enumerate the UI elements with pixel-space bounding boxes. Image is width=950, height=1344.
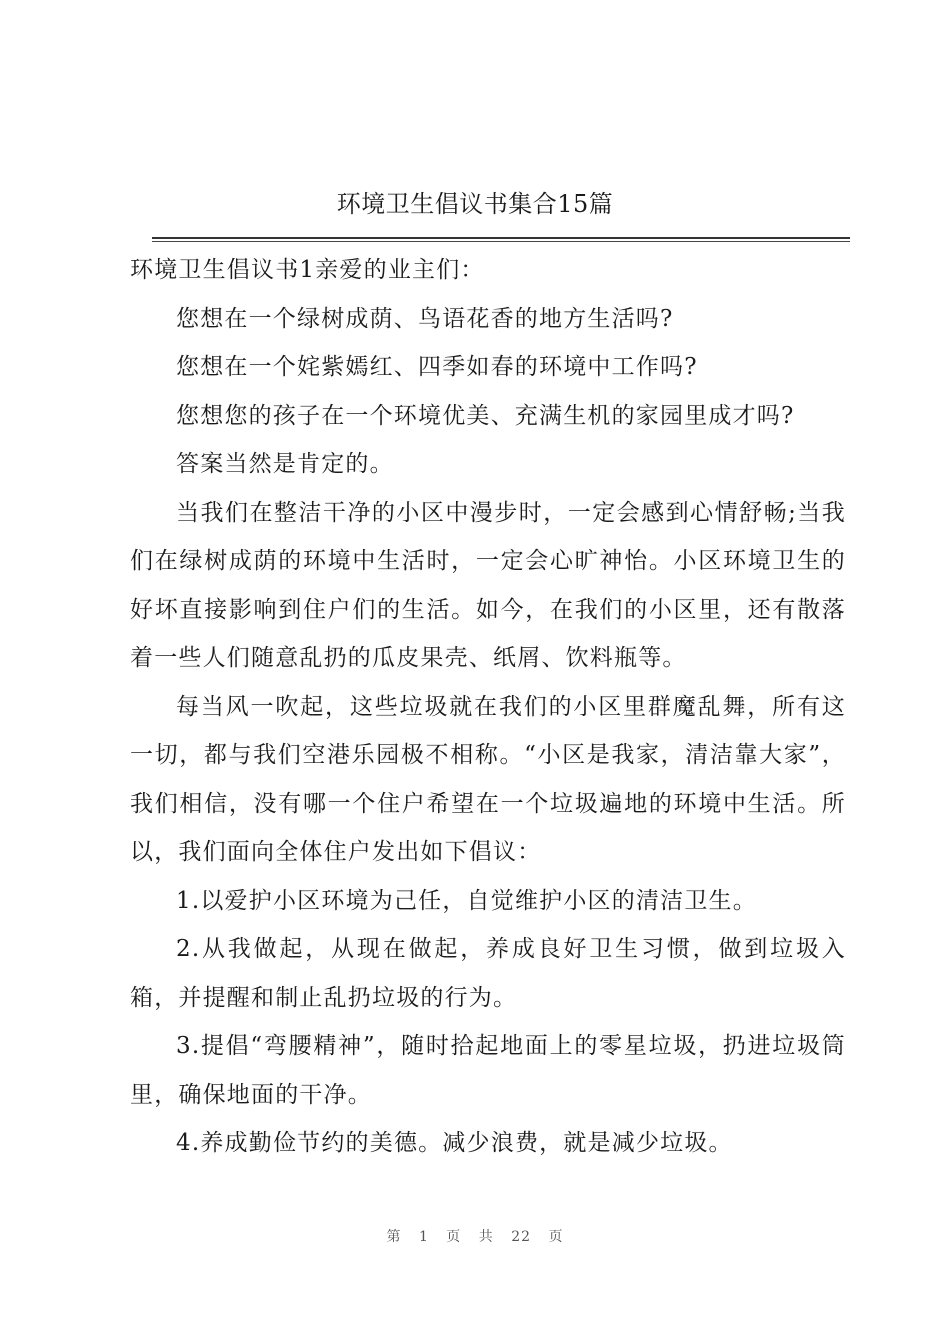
list-item-4: 4.养成勤俭节约的美德。减少浪费，就是减少垃圾。 bbox=[176, 1130, 733, 1156]
page-footer: 第 1 页 共 22 页 bbox=[386, 1229, 564, 1245]
body-paragraph: 每当风一吹起，这些垃圾就在我们的小区里群魔乱舞，所有这一切，都与我们空港乐园极不相称。“小区是我家，清洁靠大家”，我们相信，没有哪一个住户希望在一个垃圾遍地的环境中生活。所以，我们面向全体住户发出如下倡议： bbox=[130, 693, 846, 865]
body-paragraph: 答案当然是肯定的。 bbox=[176, 451, 394, 477]
title-rule-thick bbox=[152, 237, 850, 239]
body-paragraph: 您想在一个姹紫嫣红、四季如春的环境中工作吗? bbox=[176, 354, 698, 380]
body-paragraph: 当我们在整洁干净的小区中漫步时，一定会感到心情舒畅;当我们在绿树成荫的环境中生活时，一定会心旷神怡。小区环境卫生的好坏直接影响到住户们的生活。如今，在我们的小区里，还有散落着一些人们随意乱扔的瓜皮果壳、纸屑、饮料瓶等。 bbox=[130, 499, 846, 671]
list-item-2: 2.从我做起，从现在做起，养成良好卫生习惯，做到垃圾入箱，并提醒和制止乱扔垃圾的行为。 bbox=[130, 936, 846, 1011]
list-item-3: 3.提倡“弯腰精神”，随时拾起地面上的零星垃圾，扔进垃圾筒里，确保地面的干净。 bbox=[130, 1033, 846, 1108]
body-paragraph: 您想在一个绿树成荫、鸟语花香的地方生活吗? bbox=[176, 305, 674, 332]
list-item-1: 1.以爱护小区环境为己任，自觉维护小区的清洁卫生。 bbox=[176, 887, 757, 914]
title-rule-thin bbox=[152, 241, 850, 242]
salutation-paragraph: 环境卫生倡议书1亲爱的业主们： bbox=[130, 257, 485, 283]
document-title: 环境卫生倡议书集合15篇 bbox=[336, 190, 614, 218]
body-paragraph: 您想您的孩子在一个环境优美、充满生机的家园里成才吗? bbox=[176, 402, 795, 429]
document-body bbox=[130, 246, 846, 1168]
